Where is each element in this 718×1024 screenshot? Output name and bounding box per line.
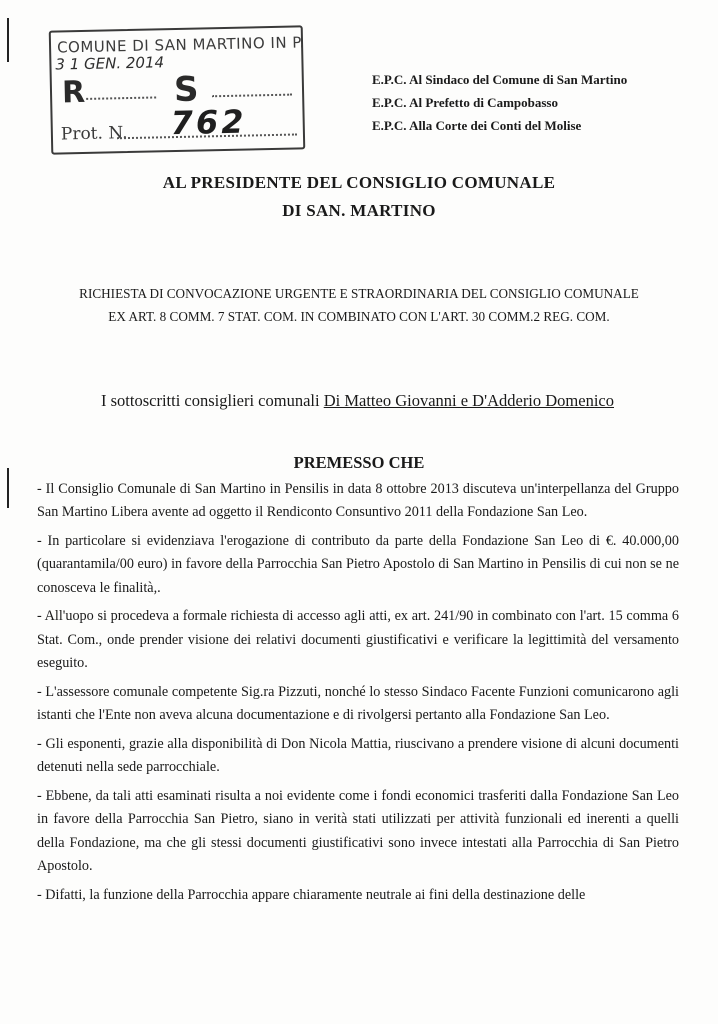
- stamp-prot-label: Prot. N.: [60, 123, 128, 145]
- addressee-title-line1: AL PRESIDENTE DEL CONSIGLIO COMUNALE: [162, 173, 556, 192]
- premesso-body: [37, 478, 679, 913]
- section-heading: PREMESSO CHE: [293, 453, 425, 472]
- protocol-stamp: [49, 25, 306, 154]
- stamp-date: 3 1 GEN. 2014: [55, 53, 165, 74]
- subject-line1: RICHIESTA DI CONVOCAZIONE URGENTE E STRAORDINARIA DEL CONSIGLIO COMUNALE: [79, 286, 639, 301]
- epc-line-prefetto: E.P.C. Al Prefetto di Campobasso: [372, 95, 558, 110]
- stamp-protocol-number: 762: [170, 102, 247, 143]
- stamp-dotted-line: [86, 96, 156, 99]
- epc-recipients: [372, 68, 627, 137]
- stamp-r-letter: R: [61, 74, 86, 111]
- subject-line2: EX ART. 8 COMM. 7 STAT. COM. IN COMBINATO CON L'ART. 30 COMM.2 REG. COM.: [108, 309, 610, 324]
- subject-block: [0, 282, 718, 328]
- epc-line-sindaco: E.P.C. Al Sindaco del Comune di San Martino: [372, 72, 628, 87]
- paragraph: - L'assessore comunale competente Sig.ra Pizzuti, nonché lo stesso Sindaco Facente Funzioni comunicarono agli istanti che l'Ente non aveva alcuna documentazione e di rivolgersi pertanto alla Fondazione San Leo.: [37, 683, 679, 724]
- paragraph: - Il Consiglio Comunale di San Martino in Pensilis in data 8 ottobre 2013 discuteva un'interpellanza del Gruppo San Martino Libera avente ad oggetto il Rendiconto Consuntivo 2011 della Fondazione San Leo.: [37, 481, 679, 521]
- paragraph: - In particolare si evidenziava l'erogazione di contributo da parte della Fondazione San Leo di €. 40.000,00 (quarantamila/00 euro) in favore della Parrocchia San Pietro Apostolo di San Martino in Pensilis di cui non se ne conosceva le finalità,.: [37, 533, 679, 596]
- addressee-title-line2: DI SAN. MARTINO: [282, 201, 436, 220]
- stamp-dotted-line: [212, 94, 292, 98]
- signers-line: [101, 391, 614, 411]
- epc-line-corte-conti: E.P.C. Alla Corte dei Conti del Molise: [372, 118, 582, 133]
- signers-prefix: I sottoscritti consiglieri comunali: [101, 391, 324, 410]
- signers-names: Di Matteo Giovanni e D'Adderio Domenico: [323, 391, 614, 410]
- paragraph: - Ebbene, da tali atti esaminati risulta a noi evidente come i fondi economici trasferiti dalla Fondazione San Leo in favore della Parrocchia San Pietro, siano in verità stati utilizzati per attività funzionali ed inerenti a quelli della Fondazione, ma che gli stessi documenti giustificativi sono invece intestati alla Parrocchia di San Pietro Apostolo.: [37, 788, 679, 874]
- scan-edge-mark: [7, 468, 9, 508]
- paragraph: - Difatti, la funzione della Parrocchia appare chiaramente neutrale ai fini della destinazione delle: [37, 886, 586, 903]
- scan-edge-mark: [7, 18, 9, 62]
- stamp-title: COMUNE DI SAN MARTINO IN P.: [56, 33, 305, 57]
- stamp-s-letter: S: [173, 69, 199, 111]
- paragraph: - Gli esponenti, grazie alla disponibilità di Don Nicola Mattia, riuscivano a prendere visione di alcuni documenti detenuti nella sede parrocchiale.: [37, 735, 679, 776]
- paragraph: - All'uopo si procedeva a formale richiesta di accesso agli atti, ex art. 241/90 in combinato con l'art. 15 comma 6 Stat. Com., onde prender visione dei relativi documenti giustificativi e verificare la legittimità del versamento eseguito.: [37, 608, 679, 672]
